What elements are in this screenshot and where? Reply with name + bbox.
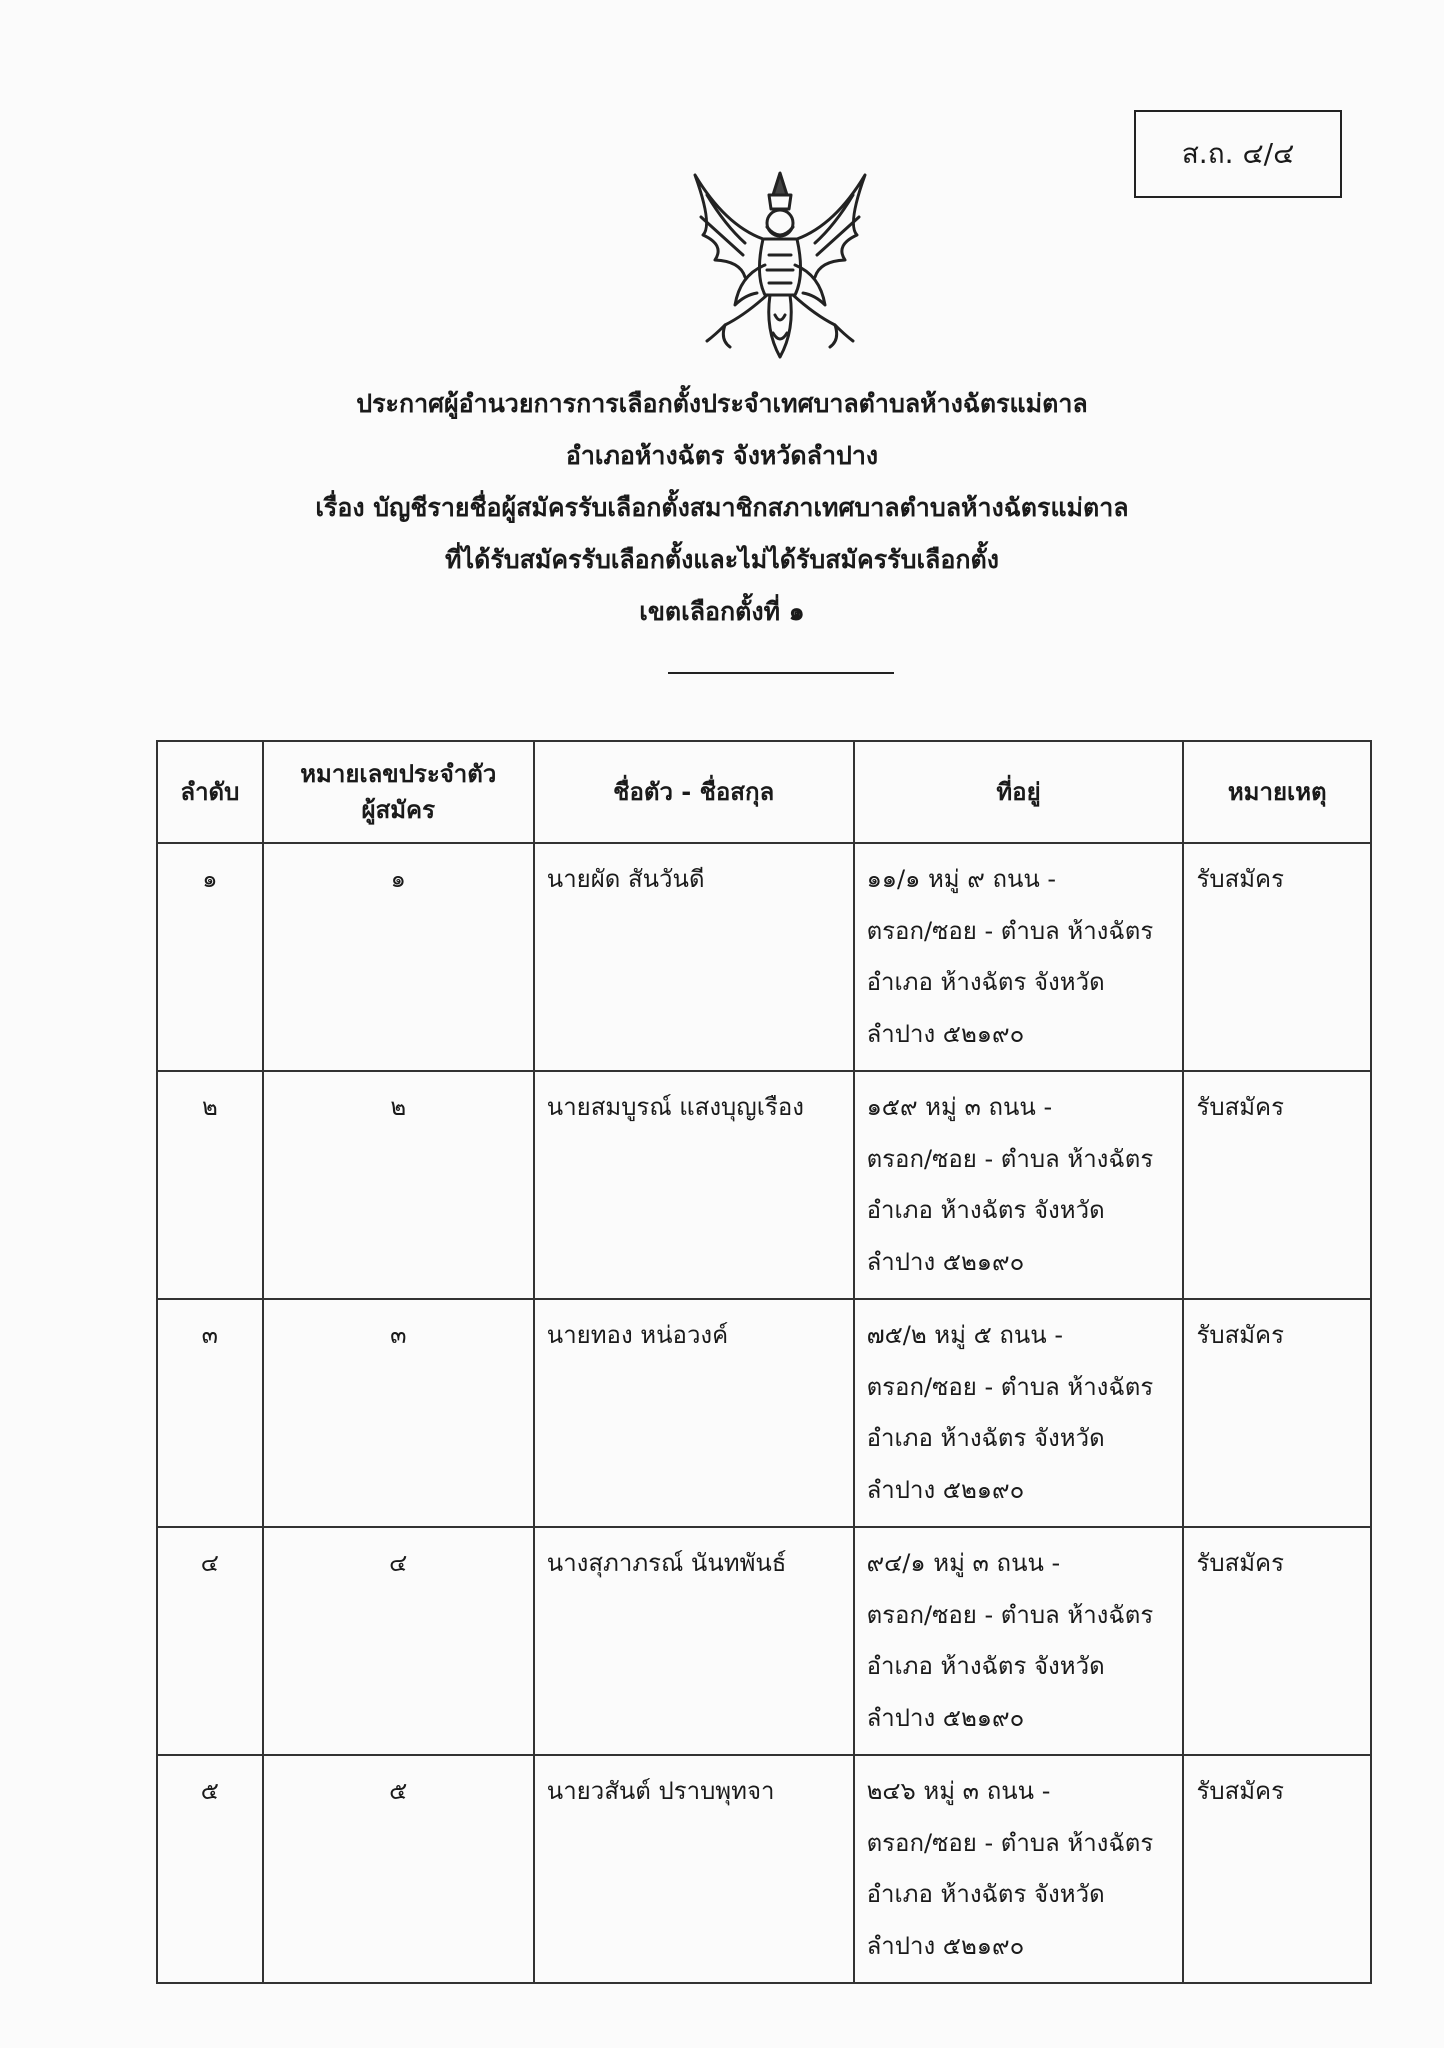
header-number-line-1: หมายเลขประจำตัว	[300, 760, 497, 788]
header-number	[263, 741, 534, 843]
cell-remark: รับสมัคร	[1183, 1755, 1371, 1983]
header-name: ชื่อตัว - ชื่อสกุล	[534, 741, 854, 843]
address-line: ตรอก/ซอย - ตำบล ห้างฉัตร	[866, 1600, 1154, 1629]
table-header-row	[157, 741, 1371, 843]
address-line: อำเภอ ห้างฉัตร จังหวัด	[866, 1652, 1105, 1680]
cell-number: ๑	[263, 843, 534, 1071]
cell-remark: รับสมัคร	[1183, 843, 1371, 1071]
address-line: อำเภอ ห้างฉัตร จังหวัด	[866, 1424, 1105, 1452]
heading-line-5: เขตเลือกตั้งที่ ๑	[639, 597, 805, 626]
address-line: อำเภอ ห้างฉัตร จังหวัด	[866, 1196, 1105, 1224]
cell-name: นายผัด สันวันดี	[534, 843, 854, 1071]
cell-name: นายสมบูรณ์ แสงบุญเรือง	[534, 1071, 854, 1299]
cell-address	[854, 843, 1184, 1071]
garuda-emblem-icon	[685, 165, 875, 365]
cell-address	[854, 1071, 1184, 1299]
table-row	[157, 1755, 1371, 1983]
candidate-table	[156, 740, 1372, 1984]
heading-line-2: อำเภอห้างฉัตร จังหวัดลำปาง	[565, 441, 879, 470]
address-line: ลำปาง ๕๒๑๙๐	[866, 1247, 1025, 1276]
address-line: ตรอก/ซอย - ตำบล ห้างฉัตร	[866, 1828, 1154, 1857]
header-remark: หมายเหตุ	[1183, 741, 1371, 843]
cell-number: ๕	[263, 1755, 534, 1983]
cell-seq: ๒	[157, 1071, 263, 1299]
form-code-box	[1134, 110, 1342, 198]
header-address: ที่อยู่	[854, 741, 1184, 843]
table-row	[157, 843, 1371, 1071]
address-line: ๗๕/๒ หมู่ ๕ ถนน -	[866, 1321, 1064, 1349]
cell-seq: ๔	[157, 1527, 263, 1755]
table-row	[157, 1299, 1371, 1527]
table-row	[157, 1527, 1371, 1755]
cell-seq: ๓	[157, 1299, 263, 1527]
address-line: ๑๕๙ หมู่ ๓ ถนน -	[866, 1093, 1053, 1121]
address-line: ๒๔๖ หมู่ ๓ ถนน -	[866, 1777, 1051, 1805]
address-line: ลำปาง ๕๒๑๙๐	[866, 1931, 1025, 1960]
cell-address	[854, 1299, 1184, 1527]
address-line: ลำปาง ๕๒๑๙๐	[866, 1475, 1025, 1504]
cell-number: ๔	[263, 1527, 534, 1755]
header-number-line-2: ผู้สมัคร	[361, 796, 435, 824]
heading-divider	[668, 672, 894, 674]
cell-seq: ๑	[157, 843, 263, 1071]
address-line: อำเภอ ห้างฉัตร จังหวัด	[866, 968, 1105, 996]
cell-name: นายทอง หน่อวงค์	[534, 1299, 854, 1527]
cell-seq: ๕	[157, 1755, 263, 1983]
heading-line-4: ที่ได้รับสมัครรับเลือกตั้งและไม่ได้รับสมัครรับเลือกตั้ง	[445, 545, 999, 574]
form-code-text: ส.ถ. ๔/๔	[1181, 137, 1295, 170]
address-line: ลำปาง ๕๒๑๙๐	[866, 1703, 1025, 1732]
cell-name: นางสุภาภรณ์ นันทพันธ์	[534, 1527, 854, 1755]
cell-number: ๓	[263, 1299, 534, 1527]
cell-remark: รับสมัคร	[1183, 1071, 1371, 1299]
cell-remark: รับสมัคร	[1183, 1299, 1371, 1527]
address-line: ตรอก/ซอย - ตำบล ห้างฉัตร	[866, 1372, 1154, 1401]
header-seq: ลำดับ	[157, 741, 263, 843]
address-line: ตรอก/ซอย - ตำบล ห้างฉัตร	[866, 1144, 1154, 1173]
address-line: ๙๔/๑ หมู่ ๓ ถนน -	[866, 1549, 1061, 1577]
address-line: อำเภอ ห้างฉัตร จังหวัด	[866, 1880, 1105, 1908]
cell-name: นายวสันต์ ปราบพุทจา	[534, 1755, 854, 1983]
heading-line-3: เรื่อง บัญชีรายชื่อผู้สมัครรับเลือกตั้งสมาชิกสภาเทศบาลตำบลห้างฉัตรแม่ตาล	[315, 493, 1129, 522]
heading-line-1: ประกาศผู้อำนวยการการเลือกตั้งประจำเทศบาลตำบลห้างฉัตรแม่ตาล	[356, 389, 1088, 418]
cell-address	[854, 1755, 1184, 1983]
address-line: ตรอก/ซอย - ตำบล ห้างฉัตร	[866, 916, 1154, 945]
announcement-heading	[200, 378, 1244, 638]
table-row	[157, 1071, 1371, 1299]
address-line: ๑๑/๑ หมู่ ๙ ถนน -	[866, 865, 1057, 893]
cell-address	[854, 1527, 1184, 1755]
address-line: ลำปาง ๕๒๑๙๐	[866, 1019, 1025, 1048]
cell-remark: รับสมัคร	[1183, 1527, 1371, 1755]
cell-number: ๒	[263, 1071, 534, 1299]
